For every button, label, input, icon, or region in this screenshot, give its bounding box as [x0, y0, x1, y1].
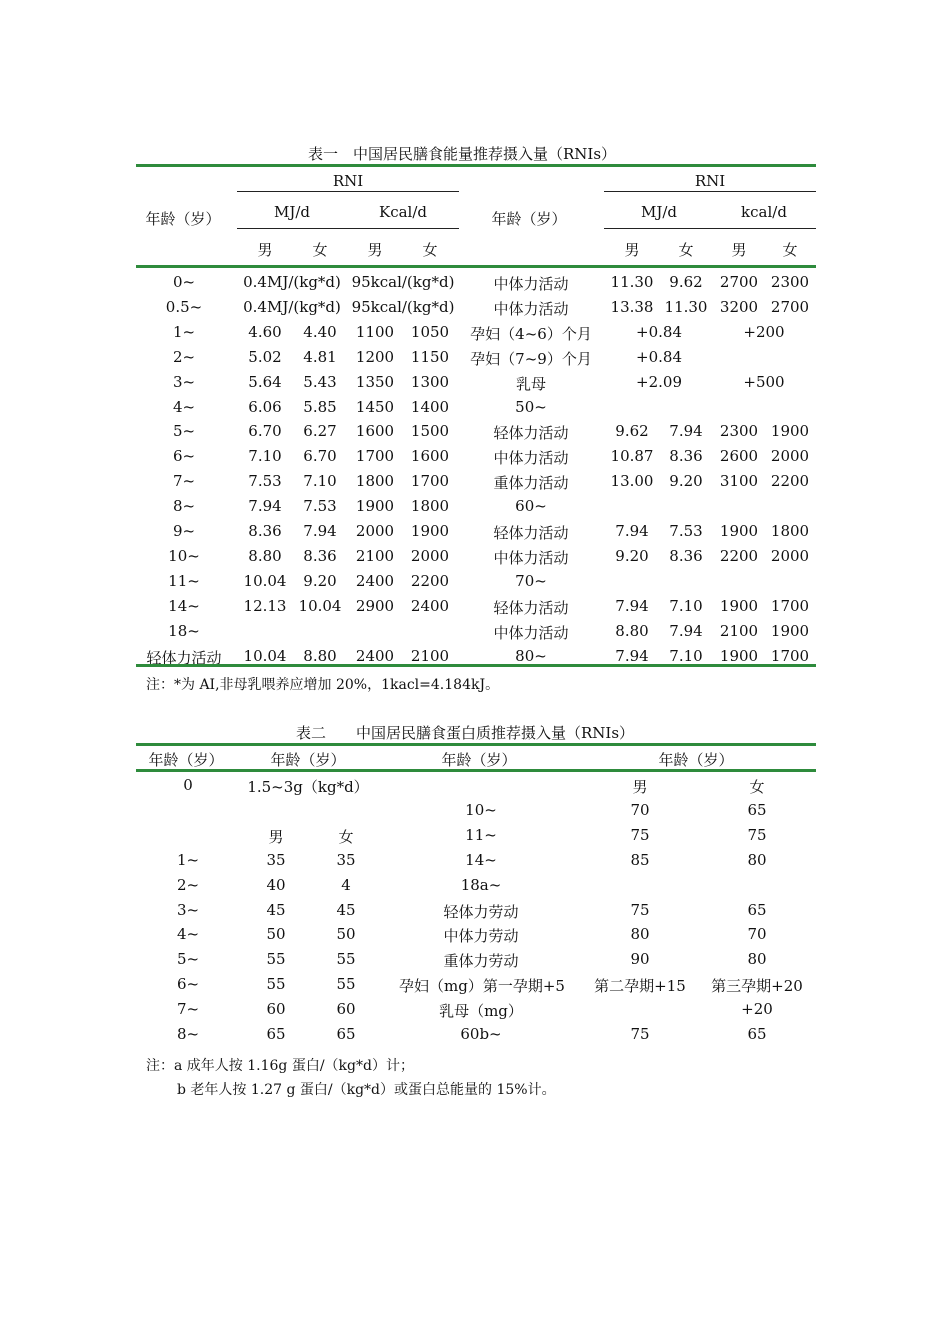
- table2-value-cell: 60: [266, 1000, 286, 1019]
- table1-age-cell: 0~: [172, 273, 196, 291]
- table2-caption: 表二 中国居民膳食蛋白质推荐摄入量（RNIs）: [296, 724, 635, 742]
- table1-value-cell: 8.36: [669, 546, 703, 565]
- table1-note: 注：*为 AI,非母乳喂养应增加 20%，1kacl=4.184kJ。: [146, 677, 500, 693]
- table1-value-cell: 2400: [355, 571, 395, 590]
- table1-value-cell: 2100: [410, 646, 450, 665]
- table2-age-cell: 0: [183, 776, 193, 794]
- table1-age-cell: 8~: [172, 497, 196, 516]
- table1-group-cell: 孕妇（7~9）个月: [470, 349, 592, 368]
- table1-value-cell: 5.43: [303, 372, 337, 391]
- table2-value-cell: 重体力劳动: [443, 952, 519, 971]
- table1-group-cell: 轻体力活动: [493, 598, 569, 617]
- table1-value-cell: 2100: [355, 546, 395, 565]
- table2-age-cell: 4~: [176, 925, 200, 944]
- table1-value-cell: 1100: [355, 322, 395, 341]
- table1-value-cell: 8.80: [303, 646, 337, 665]
- table2-value-cell: 女: [749, 778, 765, 796]
- table1-value-cell: 7.94: [669, 621, 703, 640]
- table1-age-cell: 2~: [172, 347, 196, 366]
- table2-age-cell: 1~: [176, 850, 200, 869]
- table2-top-rule: [136, 743, 816, 746]
- table1-value-cell: 1900: [770, 422, 810, 441]
- table1-value-cell: 7.10: [669, 596, 703, 615]
- table1-value-cell: 9.20: [615, 546, 649, 565]
- table2-value-cell: 35: [336, 850, 356, 869]
- table1-group-cell: 中体力活动: [493, 275, 569, 293]
- table1-value-cell: 95kcal/(kg*d): [351, 273, 455, 291]
- table1-rni-right-rule: [604, 191, 816, 192]
- table1-value-cell: 4.81: [303, 347, 337, 366]
- table2-value-cell: 18a~: [460, 875, 502, 894]
- table1-value-cell: 2100: [719, 621, 759, 640]
- table1-age-header-right: 年龄（岁）: [491, 210, 567, 228]
- table2-value-cell: 第二孕期+15: [594, 977, 686, 996]
- table2-age-cell: 2~: [176, 875, 200, 894]
- table1-age-cell: 5~: [172, 422, 196, 441]
- table1-value-cell: 2000: [770, 447, 810, 466]
- table2-value-cell: 85: [630, 850, 650, 869]
- table2-age-cell: 6~: [176, 975, 200, 994]
- table1-value-cell: 95kcal/(kg*d): [351, 297, 455, 316]
- table1-value-cell: 1700: [410, 472, 450, 491]
- table2-value-cell: 90: [630, 950, 650, 969]
- table1-value-cell: 1900: [355, 497, 395, 516]
- table1-value-cell: 7.10: [303, 472, 337, 491]
- table1-value-cell: 1200: [355, 347, 395, 366]
- table1-value-cell: +200: [743, 322, 785, 341]
- table2-value-cell: 男: [632, 778, 648, 796]
- table2-value-cell: 75: [630, 825, 650, 844]
- table1-value-cell: 6.27: [303, 422, 337, 441]
- table1-male-header: 男: [257, 241, 273, 259]
- table1-group-cell: 80~: [515, 646, 547, 665]
- table1-value-cell: 1700: [770, 646, 810, 665]
- table1-value-cell: +0.84: [636, 322, 682, 341]
- table1-value-cell: 2400: [355, 646, 395, 665]
- table1-value-cell: 6.70: [248, 422, 282, 441]
- table1-value-cell: 1900: [719, 646, 759, 665]
- table1-caption: 表一 中国居民膳食能量推荐摄入量（RNIs）: [308, 145, 617, 163]
- table1-sub-right-rule: [604, 228, 816, 229]
- table1-group-cell: 中体力活动: [493, 449, 569, 468]
- table1-rni-right-header: RNI: [694, 172, 726, 190]
- table1-male-header: 男: [731, 241, 747, 259]
- table1-male-header: 男: [624, 241, 640, 259]
- table1-value-cell: 6.70: [303, 447, 337, 466]
- table1-value-cell: 7.94: [248, 497, 282, 516]
- table1-value-cell: 2000: [770, 546, 810, 565]
- table1-age-cell: 6~: [172, 447, 196, 466]
- table1-value-cell: 11.30: [610, 273, 654, 291]
- table1-value-cell: 1700: [770, 596, 810, 615]
- table1-value-cell: 2200: [719, 546, 759, 565]
- table1-bottom-rule: [136, 664, 816, 667]
- table2-age-cell: 8~: [176, 1025, 200, 1043]
- table1-value-cell: 2700: [770, 297, 810, 316]
- table1-male-header: 男: [367, 241, 383, 259]
- table1-value-cell: 8.80: [615, 621, 649, 640]
- table2-value-cell: 中体力劳动: [443, 927, 519, 946]
- table2-value-cell: 55: [266, 975, 286, 994]
- table1-value-cell: 4.40: [303, 322, 337, 341]
- table1-top-rule: [136, 164, 816, 167]
- table1-value-cell: 9.62: [615, 422, 649, 441]
- table1-value-cell: 2200: [410, 571, 450, 590]
- table1-value-cell: 5.85: [303, 397, 337, 416]
- table1-value-cell: 2900: [355, 596, 395, 615]
- table1-age-cell: 3~: [172, 372, 196, 391]
- table1-value-cell: 7.94: [615, 596, 649, 615]
- table1-rni-left-header: RNI: [332, 172, 364, 190]
- table1-value-cell: 2300: [719, 422, 759, 441]
- table2-value-cell: 50: [266, 925, 286, 944]
- table2-value-cell: 1.5~3g（kg*d）: [247, 778, 369, 796]
- table1-group-cell: 孕妇（4~6）个月: [470, 324, 592, 343]
- table1-value-cell: 11.30: [664, 297, 708, 316]
- table1-value-cell: 2400: [410, 596, 450, 615]
- table1-group-cell: 中体力活动: [493, 548, 569, 567]
- table1-value-cell: +2.09: [636, 372, 682, 391]
- table1-age-cell: 4~: [172, 397, 196, 416]
- table2-value-cell: 80: [747, 950, 767, 969]
- table2-value-cell: 55: [336, 950, 356, 969]
- table1-value-cell: 1900: [719, 522, 759, 540]
- table1-value-cell: 5.64: [248, 372, 282, 391]
- table1-value-cell: 8.36: [669, 447, 703, 466]
- table1-sub-left-rule: [237, 228, 459, 229]
- table1-value-cell: 1400: [410, 397, 450, 416]
- table1-value-cell: 1050: [410, 322, 450, 341]
- table1-value-cell: 1350: [355, 372, 395, 391]
- table1-group-cell: 中体力活动: [493, 623, 569, 642]
- table2-value-cell: 40: [266, 875, 286, 894]
- table1-mj-header-left: MJ/d: [273, 203, 311, 221]
- table1-value-cell: 8.36: [248, 522, 282, 540]
- table2-value-cell: 50: [336, 925, 356, 944]
- table1-value-cell: 2000: [355, 522, 395, 540]
- table2-age-cell: 3~: [176, 900, 200, 919]
- table1-value-cell: 9.20: [303, 571, 337, 590]
- table2-header-age: 年龄（岁）: [441, 751, 517, 769]
- table2-value-cell: 75: [630, 1025, 650, 1043]
- table1-value-cell: 7.94: [303, 522, 337, 540]
- table2-value-cell: 60b~: [460, 1025, 502, 1043]
- table1-kcal-header-right: kcal/d: [741, 203, 787, 221]
- table2-value-cell: 乳母（mg）: [439, 1002, 523, 1021]
- table1-value-cell: 7.94: [669, 422, 703, 441]
- table1-value-cell: 7.53: [248, 472, 282, 491]
- table1-value-cell: 7.53: [303, 497, 337, 516]
- table2-value-cell: 75: [747, 825, 767, 844]
- table1-value-cell: 2600: [719, 447, 759, 466]
- table1-mj-header-right: MJ/d: [640, 203, 678, 221]
- table2-note-a: 注：a 成年人按 1.16g 蛋白/（kg*d）计；: [146, 1058, 414, 1074]
- table1-age-cell: 10~: [168, 546, 200, 565]
- table2-header-age: 年龄（岁）: [270, 751, 346, 769]
- table2-value-cell: 女: [338, 827, 354, 846]
- table1-value-cell: 1600: [355, 422, 395, 441]
- table1-value-cell: 7.94: [615, 522, 649, 540]
- table1-age-cell: 11~: [168, 571, 200, 590]
- table2-value-cell: 4: [341, 875, 351, 894]
- table1-kcal-header-left: Kcal/d: [378, 203, 428, 221]
- table1-value-cell: 0.4MJ/(kg*d): [243, 273, 341, 291]
- table2-value-cell: 55: [336, 975, 356, 994]
- table1-value-cell: 10.04: [298, 596, 342, 615]
- table1-value-cell: 7.94: [615, 646, 649, 665]
- table2-value-cell: 75: [630, 900, 650, 919]
- table2-value-cell: 11~: [465, 825, 497, 844]
- table1-group-cell: 轻体力活动: [493, 424, 569, 443]
- table1-age-cell: 轻体力活动: [146, 648, 222, 667]
- table1-value-cell: 2300: [770, 273, 810, 291]
- table1-value-cell: 1900: [410, 522, 450, 540]
- table1-female-header: 女: [422, 241, 438, 259]
- table2-value-cell: 65: [266, 1025, 286, 1043]
- table1-group-cell: 50~: [515, 397, 547, 416]
- table1-value-cell: 1800: [770, 522, 810, 540]
- table1-value-cell: 10.04: [243, 646, 287, 665]
- table1-value-cell: 7.10: [669, 646, 703, 665]
- table1-value-cell: 8.80: [248, 546, 282, 565]
- table1-age-cell: 0.5~: [165, 297, 203, 316]
- table2-value-cell: 45: [336, 900, 356, 919]
- table2-age-cell: 5~: [176, 950, 200, 969]
- table1-value-cell: 9.20: [669, 472, 703, 491]
- table2-value-cell: 80: [747, 850, 767, 869]
- table1-value-cell: 2200: [770, 472, 810, 491]
- table1-value-cell: 1450: [355, 397, 395, 416]
- table1-group-cell: 乳母: [515, 374, 547, 393]
- table2-value-cell: 65: [747, 1025, 767, 1043]
- table2-age-cell: 7~: [176, 1000, 200, 1019]
- table1-value-cell: 3100: [719, 472, 759, 491]
- table2-header-age: 年龄（岁）: [148, 751, 224, 769]
- table1-value-cell: +0.84: [636, 347, 682, 366]
- table2-value-cell: 轻体力劳动: [443, 902, 519, 921]
- table1-age-cell: 14~: [168, 596, 200, 615]
- table1-value-cell: 1150: [410, 347, 450, 366]
- table1-value-cell: 12.13: [243, 596, 287, 615]
- table1-value-cell: 1300: [410, 372, 450, 391]
- table1-age-cell: 1~: [172, 322, 196, 341]
- table1-group-cell: 60~: [515, 497, 547, 516]
- table2-value-cell: 10~: [465, 800, 497, 819]
- table1-value-cell: 10.87: [610, 447, 654, 466]
- table1-value-cell: 13.38: [610, 297, 654, 316]
- table1-group-cell: 重体力活动: [493, 474, 569, 493]
- table1-age-header-left: 年龄（岁）: [145, 210, 221, 228]
- table1-value-cell: 0.4MJ/(kg*d): [243, 297, 341, 316]
- table1-value-cell: 7.10: [248, 447, 282, 466]
- table1-value-cell: +500: [743, 372, 785, 391]
- table2-value-cell: 80: [630, 925, 650, 944]
- table2-value-cell: 14~: [465, 850, 497, 869]
- table1-group-cell: 中体力活动: [493, 299, 569, 318]
- table2-value-cell: 第三孕期+20: [711, 977, 803, 996]
- table1-age-cell: 7~: [172, 472, 196, 491]
- table1-age-cell: 18~: [168, 621, 200, 640]
- table1-value-cell: 1900: [770, 621, 810, 640]
- table1-value-cell: 1900: [719, 596, 759, 615]
- table2-note-b: b 老年人按 1.27 g 蛋白/（kg*d）或蛋白总能量的 15%计。: [177, 1082, 556, 1098]
- table2-value-cell: 孕妇（mg）第一孕期+5: [399, 977, 565, 996]
- table1-value-cell: 1500: [410, 422, 450, 441]
- table2-value-cell: +20: [741, 1000, 773, 1019]
- table1-value-cell: 1700: [355, 447, 395, 466]
- table2-value-cell: 65: [336, 1025, 356, 1043]
- table2-value-cell: 70: [747, 925, 767, 944]
- table1-value-cell: 7.53: [669, 522, 703, 540]
- table1-value-cell: 4.60: [248, 322, 282, 341]
- table2-header-rule: [136, 769, 816, 772]
- table1-value-cell: 2700: [719, 273, 759, 291]
- table2-header-age: 年龄（岁）: [658, 751, 734, 769]
- table2-value-cell: 35: [266, 850, 286, 869]
- table2-value-cell: 65: [747, 900, 767, 919]
- table1-value-cell: 3200: [719, 297, 759, 316]
- table1-value-cell: 13.00: [610, 472, 654, 491]
- table1-rni-left-rule: [237, 191, 459, 192]
- table2-value-cell: 男: [268, 827, 284, 846]
- table1-group-cell: 轻体力活动: [493, 524, 569, 542]
- table1-age-cell: 9~: [172, 522, 196, 540]
- table1-value-cell: 2000: [410, 546, 450, 565]
- table1-female-header: 女: [312, 241, 328, 259]
- table2-value-cell: 60: [336, 1000, 356, 1019]
- table1-value-cell: 10.04: [243, 571, 287, 590]
- table1-group-cell: 70~: [515, 571, 547, 590]
- table2-value-cell: 45: [266, 900, 286, 919]
- table1-value-cell: 5.02: [248, 347, 282, 366]
- table2-value-cell: 55: [266, 950, 286, 969]
- table1-value-cell: 6.06: [248, 397, 282, 416]
- table1-value-cell: 9.62: [669, 273, 703, 291]
- table1-value-cell: 1600: [410, 447, 450, 466]
- table1-female-header: 女: [678, 241, 694, 259]
- table1-value-cell: 1800: [410, 497, 450, 516]
- table1-value-cell: 1800: [355, 472, 395, 491]
- table1-header-rule: [136, 265, 816, 268]
- table1-value-cell: 8.36: [303, 546, 337, 565]
- table1-female-header: 女: [782, 241, 798, 259]
- table2-value-cell: 70: [630, 800, 650, 819]
- table2-value-cell: 65: [747, 800, 767, 819]
